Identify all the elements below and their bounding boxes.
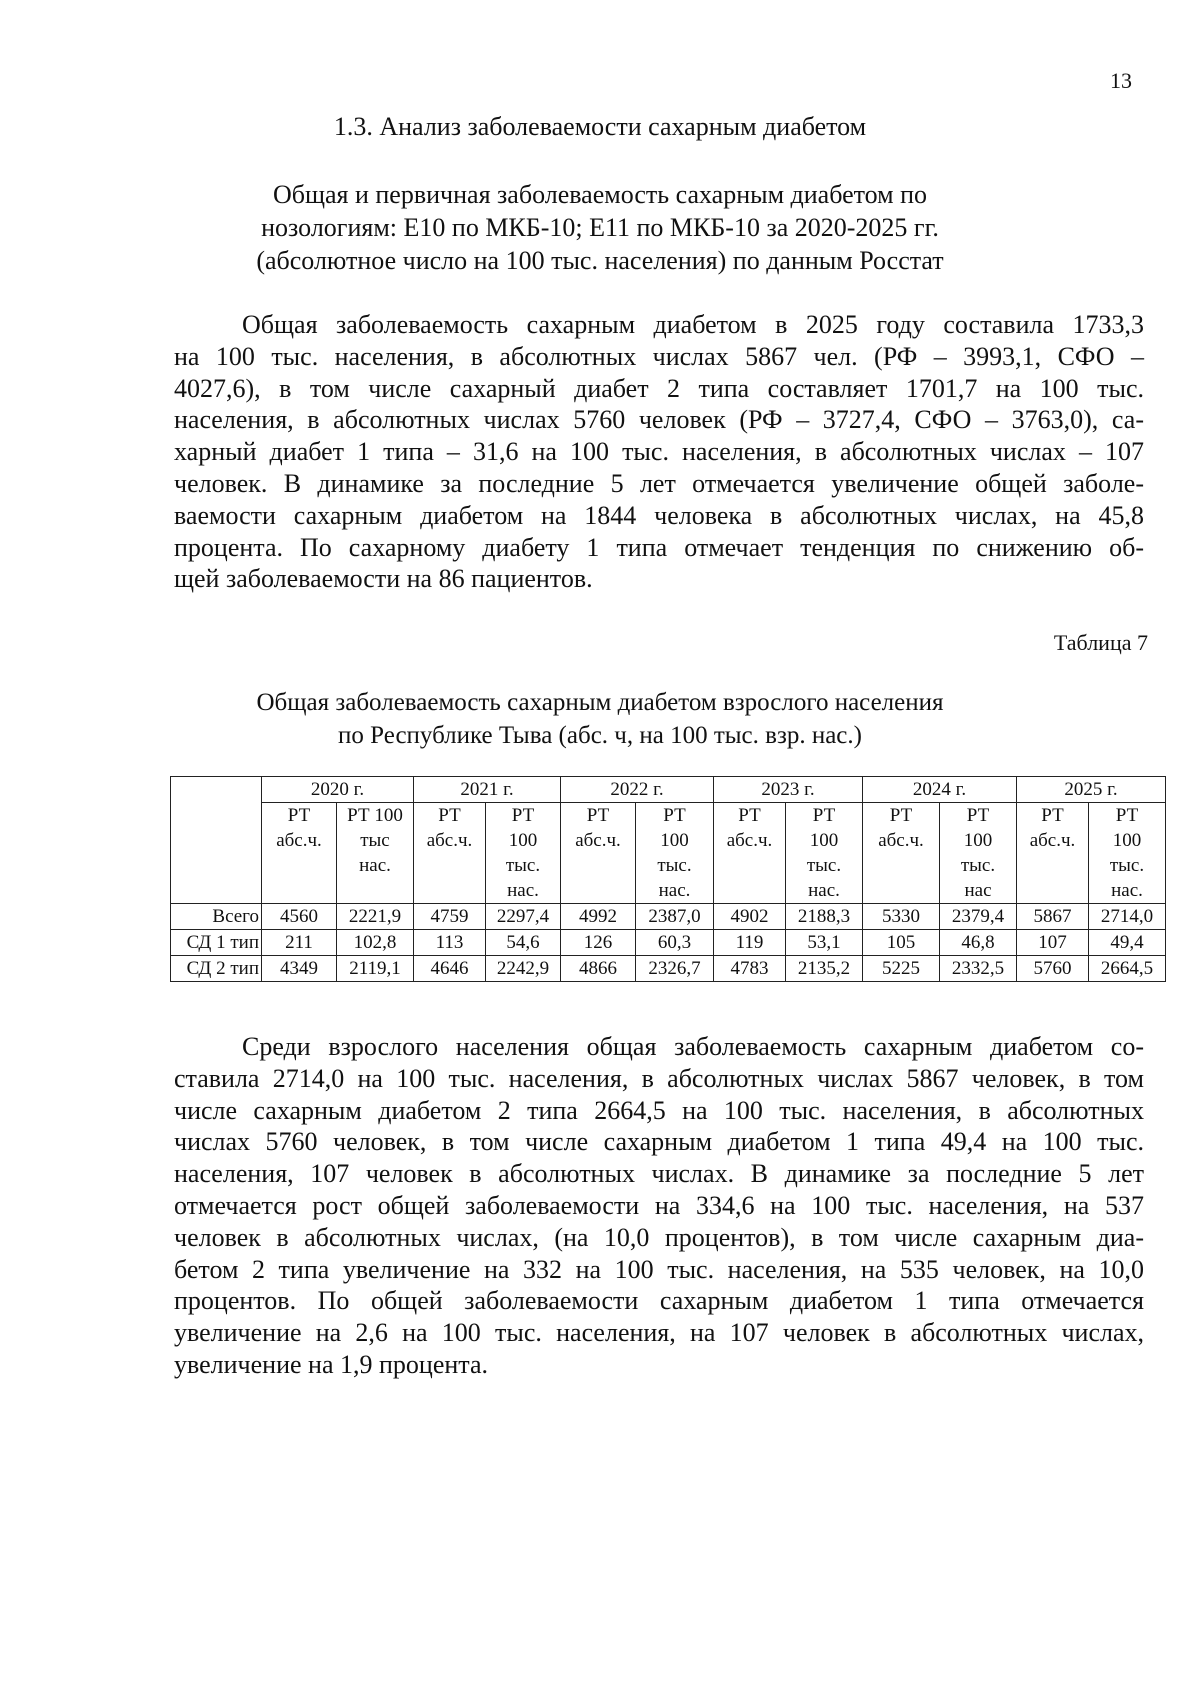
- year-header: 2023 г.: [714, 777, 863, 803]
- paragraph-line: Общая заболеваемость сахарным диабетом в 2025 году составила 1733,3: [242, 310, 1144, 339]
- table-row-total: [171, 904, 1166, 930]
- year-header: 2021 г.: [414, 777, 561, 803]
- subheader-cell: РТ абс.ч.: [863, 803, 940, 904]
- row-label: СД 2 тип: [171, 956, 262, 982]
- table-cell: 4866: [561, 956, 636, 982]
- row-label: СД 1 тип: [171, 930, 262, 956]
- paragraph-line: человек в абсолютных числах, (на 10,0 процентов), в том числе сахарным диа-: [174, 1222, 1144, 1252]
- year-header: 2020 г.: [262, 777, 414, 803]
- subheader-cell: РТ 100 тыс. нас.: [486, 803, 561, 904]
- subheader-cell: РТ абс.ч.: [1017, 803, 1089, 904]
- subheader-cell: РТ абс.ч.: [561, 803, 636, 904]
- table-cell: 5867: [1017, 904, 1089, 930]
- table-cell: 2242,9: [486, 956, 561, 982]
- paragraph-line: числе сахарным диабетом 2 типа 2664,5 на 100 тыс. населения, в абсолютных: [174, 1095, 1144, 1125]
- subheader-cell: РТ абс.ч.: [262, 803, 337, 904]
- table-cell: 54,6: [486, 930, 561, 956]
- paragraph-line: щей заболеваемости на 86 пациентов.: [174, 564, 593, 594]
- table-title-line: по Республике Тыва (абс. ч, на 100 тыс. взр. нас.): [338, 722, 862, 749]
- paragraph-overall-incidence: [174, 309, 1144, 595]
- table-cell: 2664,5: [1089, 956, 1166, 982]
- paragraph-adult-incidence: [174, 1031, 1144, 1381]
- paragraph-line: отмечается рост общей заболеваемости на 334,6 на 100 тыс. населения, на 537: [174, 1190, 1144, 1220]
- table-cell: 46,8: [940, 930, 1017, 956]
- table-cell: 4759: [414, 904, 486, 930]
- subheader-cell: РТ абс.ч.: [714, 803, 786, 904]
- table-cell: 102,8: [337, 930, 414, 956]
- table-cell: 4783: [714, 956, 786, 982]
- subheader-cell: РТ 100 тыс. нас: [940, 803, 1017, 904]
- table-cell: 53,1: [786, 930, 863, 956]
- subheader-cell: РТ 100 тыс. нас.: [1089, 803, 1166, 904]
- subtitle-line: (абсолютное число на 100 тыс. населения) по данным Росстат: [256, 246, 944, 275]
- paragraph-line: населения, в абсолютных числах 5760 человек (РФ – 3727,4, СФО – 3763,0), са-: [174, 405, 1144, 435]
- table-header-row: [171, 777, 1166, 803]
- paragraph-line: процента. По сахарному диабету 1 типа отмечает тенденция по снижению об-: [174, 532, 1144, 562]
- table-cell: 2297,4: [486, 904, 561, 930]
- table-cell: 113: [414, 930, 486, 956]
- page-number: 13: [1110, 68, 1132, 93]
- paragraph-line: числах 5760 человек, в том числе сахарным диабетом 1 типа 49,4 на 100 тыс.: [174, 1127, 1144, 1157]
- subheader-cell: РТ 100 тыс нас.: [337, 803, 414, 904]
- paragraph-line: Среди взрослого населения общая заболеваемость сахарным диабетом со-: [242, 1032, 1144, 1061]
- table-cell: 2326,7: [636, 956, 714, 982]
- table-title-line: Общая заболеваемость сахарным диабетом взрослого населения: [256, 689, 944, 716]
- table-cell: 105: [863, 930, 940, 956]
- paragraph-line: процентов. По общей заболеваемости сахарным диабетом 1 типа отмечается: [174, 1286, 1144, 1316]
- table-row-type2: [171, 956, 1166, 982]
- paragraph-line: человек. В динамике за последние 5 лет отмечается увеличение общей заболе-: [174, 468, 1144, 498]
- year-header: 2024 г.: [863, 777, 1017, 803]
- table-cell: 4902: [714, 904, 786, 930]
- table-cell: 5225: [863, 956, 940, 982]
- table-cell: 49,4: [1089, 930, 1166, 956]
- subtitle-line: нозологиям: Е10 по МКБ-10; Е11 по МКБ-10 за 2020-2025 гг.: [261, 213, 939, 242]
- table-title: [0, 686, 1200, 752]
- paragraph-line: увеличение на 1,9 процента.: [174, 1349, 488, 1379]
- table-cell: 2119,1: [337, 956, 414, 982]
- year-header: 2025 г.: [1017, 777, 1166, 803]
- table-cell: 2714,0: [1089, 904, 1166, 930]
- subheader-cell: РТ 100 тыс. нас.: [636, 803, 714, 904]
- paragraph-line: 4027,6), в том числе сахарный диабет 2 типа составляет 1701,7 на 100 тыс.: [174, 373, 1144, 403]
- paragraph-line: увеличение на 2,6 на 100 тыс. населения, на 107 человек в абсолютных числах,: [174, 1318, 1144, 1348]
- subtitle-line: Общая и первичная заболеваемость сахарным диабетом по: [272, 180, 928, 209]
- table-cell: 5330: [863, 904, 940, 930]
- table-corner-cell: [171, 777, 262, 904]
- subtitle: [0, 178, 1200, 277]
- table-cell: 5760: [1017, 956, 1089, 982]
- year-header: 2022 г.: [561, 777, 714, 803]
- table-row-type1: [171, 930, 1166, 956]
- paragraph-line: бетом 2 типа увеличение на 332 на 100 тыс. населения, на 535 человек, на 10,0: [174, 1254, 1144, 1284]
- table-cell: 211: [262, 930, 337, 956]
- table-cell: 107: [1017, 930, 1089, 956]
- section-heading: 1.3. Анализ заболеваемости сахарным диабетом: [333, 112, 867, 141]
- incidence-table: [170, 776, 1166, 982]
- table-cell: 2135,2: [786, 956, 863, 982]
- subheader-cell: РТ 100 тыс. нас.: [786, 803, 863, 904]
- subheader-cell: РТ абс.ч.: [414, 803, 486, 904]
- paragraph-line: ваемости сахарным диабетом на 1844 человека в абсолютных числах, на 45,8: [174, 500, 1144, 530]
- paragraph-line: харный диабет 1 типа – 31,6 на 100 тыс. населения, в абсолютных числах – 107: [174, 437, 1144, 467]
- row-label: Всего: [171, 904, 262, 930]
- table-cell: 119: [714, 930, 786, 956]
- table-cell: 2387,0: [636, 904, 714, 930]
- table-label: Таблица 7: [1053, 630, 1148, 655]
- table-cell: 4349: [262, 956, 337, 982]
- table-cell: 60,3: [636, 930, 714, 956]
- table-cell: 2332,5: [940, 956, 1017, 982]
- paragraph-line: на 100 тыс. населения, в абсолютных числах 5867 чел. (РФ – 3993,1, СФО –: [174, 341, 1144, 371]
- table-cell: 4992: [561, 904, 636, 930]
- table-cell: 2188,3: [786, 904, 863, 930]
- paragraph-line: ставила 2714,0 на 100 тыс. населения, в абсолютных числах 5867 человек, в том: [174, 1063, 1144, 1093]
- paragraph-line: населения, 107 человек в абсолютных числах. В динамике за последние 5 лет: [174, 1159, 1144, 1189]
- table-cell: 2221,9: [337, 904, 414, 930]
- table-subheader-row: [171, 803, 1166, 904]
- table-cell: 2379,4: [940, 904, 1017, 930]
- table-cell: 126: [561, 930, 636, 956]
- table-cell: 4646: [414, 956, 486, 982]
- table-cell: 4560: [262, 904, 337, 930]
